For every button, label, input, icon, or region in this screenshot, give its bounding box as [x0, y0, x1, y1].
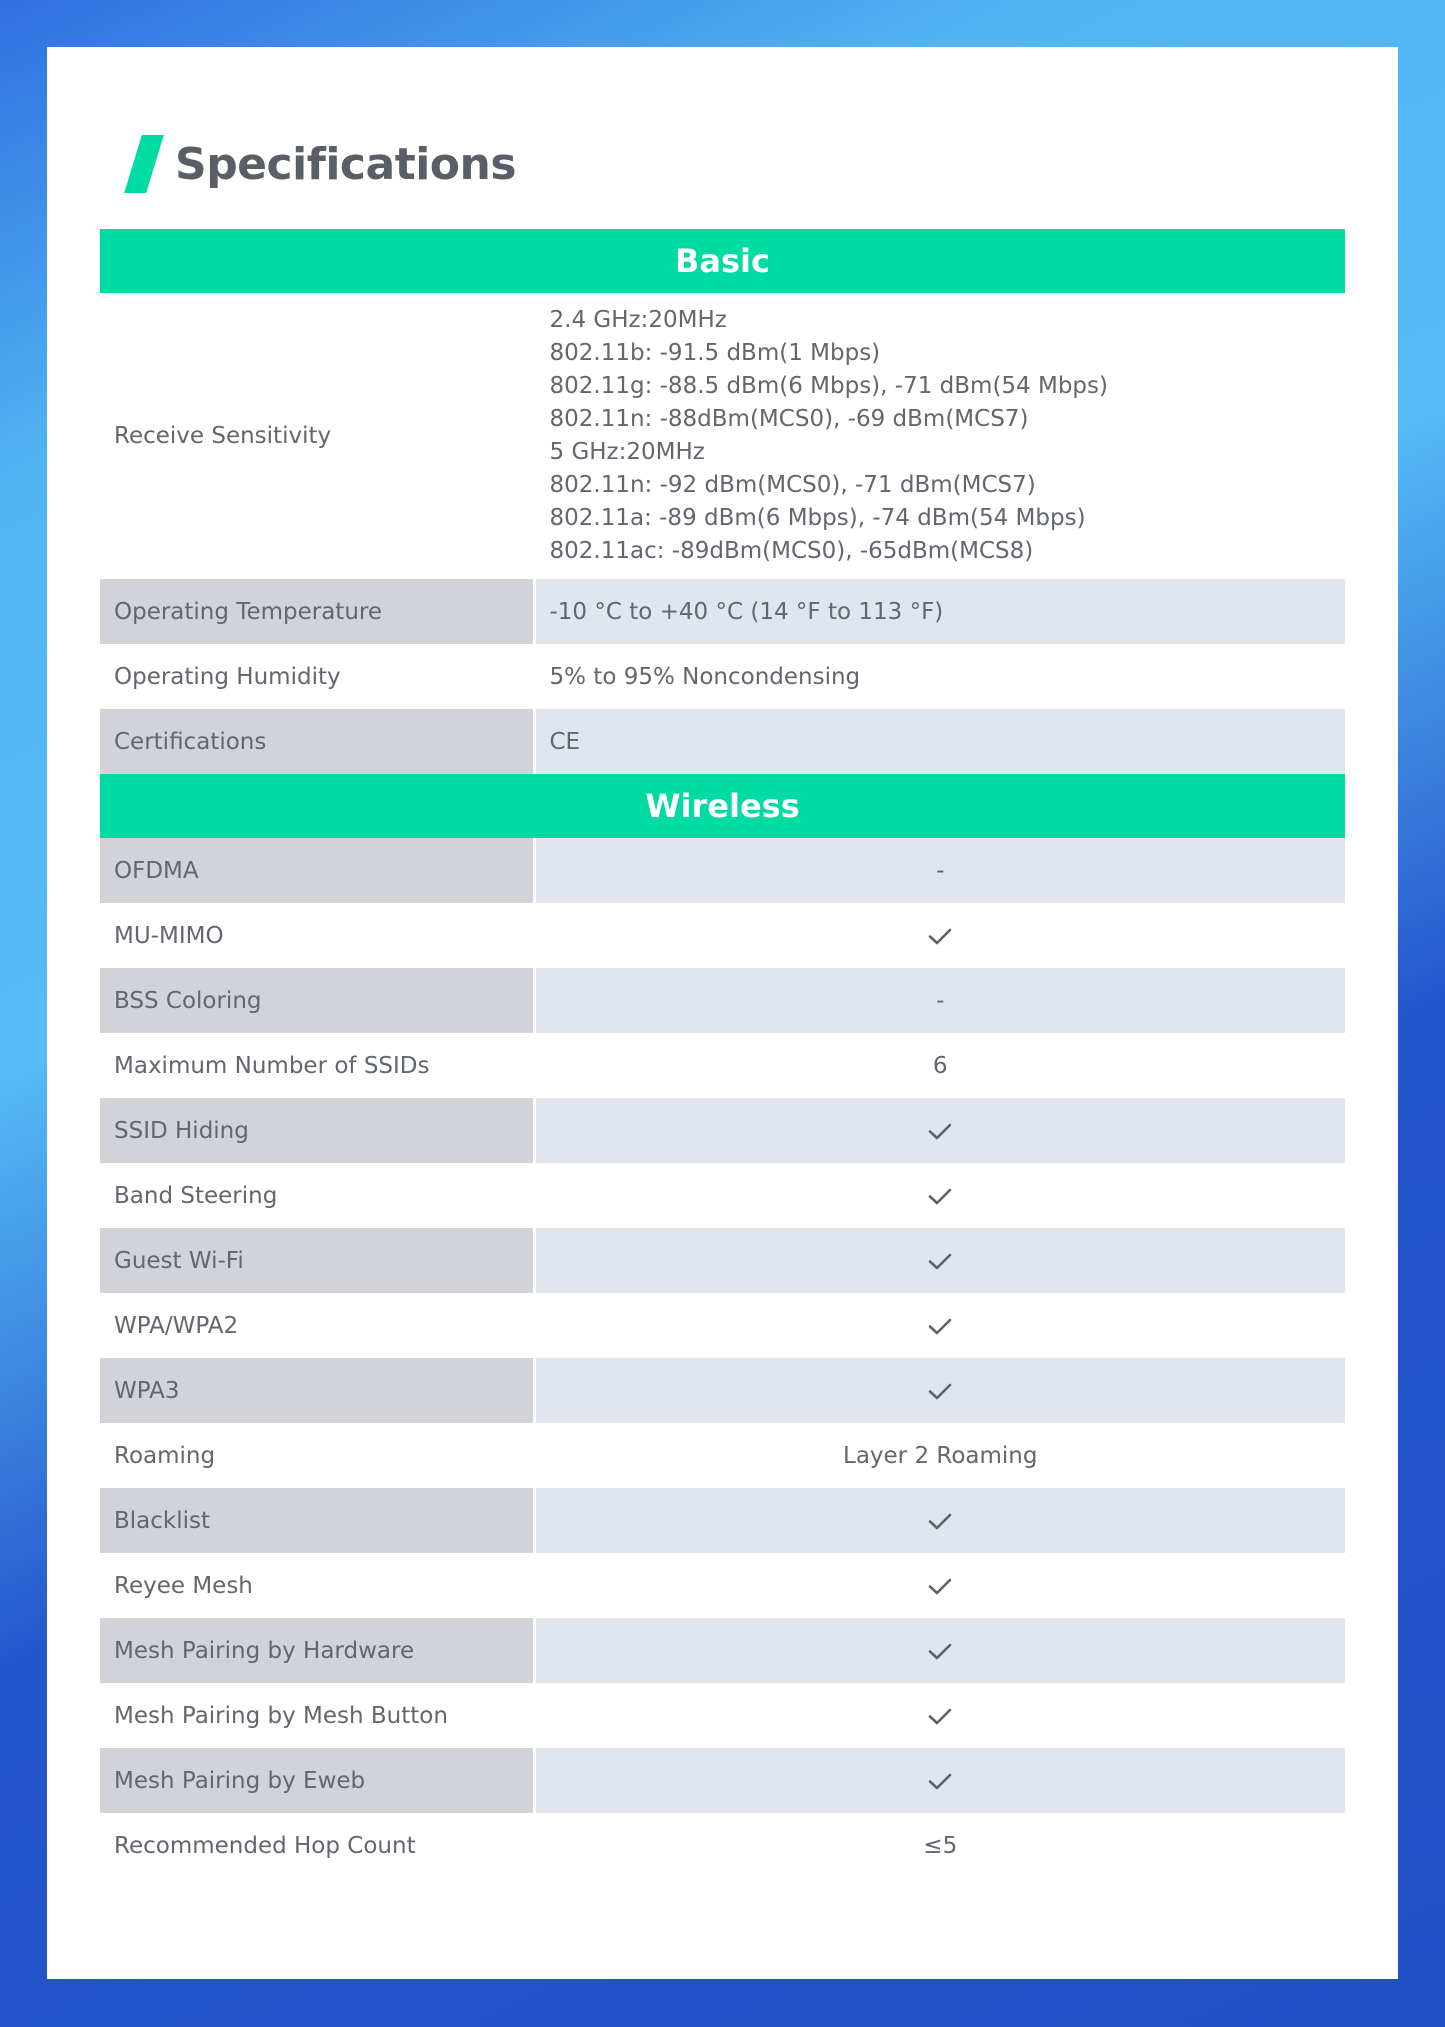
table-row	[100, 903, 1345, 968]
spec-value	[534, 903, 1345, 968]
spec-label: Operating Temperature	[100, 579, 534, 644]
spec-label: Operating Humidity	[100, 644, 534, 709]
table-row	[100, 1228, 1345, 1293]
table-row	[100, 968, 1345, 1033]
sensitivity-line: 802.11ac: -89dBm(MCS0), -65dBm(MCS8)	[549, 538, 1034, 564]
spec-label: Guest Wi-Fi	[100, 1228, 534, 1293]
table-row	[100, 709, 1345, 774]
sensitivity-line: 802.11g: -88.5 dBm(6 Mbps), -71 dBm(54 Mbps)	[549, 373, 1108, 399]
spec-value	[534, 1488, 1345, 1553]
spec-value	[534, 1163, 1345, 1228]
checkmark-icon	[927, 1248, 953, 1274]
spec-label: Mesh Pairing by Mesh Button	[100, 1683, 534, 1748]
checkmark-icon	[927, 1638, 953, 1664]
spec-value: ≤5	[923, 1832, 958, 1859]
spec-value: CE	[534, 709, 1345, 774]
checkmark-icon	[927, 1378, 953, 1404]
table-row	[100, 1033, 1345, 1098]
page-title: Specifications	[175, 138, 517, 190]
spec-label: Receive Sensitivity	[100, 293, 534, 579]
spec-value: -	[534, 838, 1345, 903]
table-row	[100, 838, 1345, 903]
table-row	[100, 1683, 1345, 1748]
spec-value	[534, 1683, 1345, 1748]
spec-value	[534, 1098, 1345, 1163]
spec-label: BSS Coloring	[100, 968, 534, 1033]
specifications-table	[100, 229, 1345, 1878]
spec-label: OFDMA	[100, 838, 534, 903]
table-row	[100, 293, 1345, 579]
spec-value	[534, 293, 1345, 579]
spec-value	[534, 1358, 1345, 1423]
spec-label: Certifications	[100, 709, 534, 774]
spec-sheet-page	[47, 47, 1398, 1979]
table-row	[100, 1293, 1345, 1358]
spec-value	[534, 1293, 1345, 1358]
spec-value: 6	[932, 1052, 948, 1079]
spec-label: Mesh Pairing by Hardware	[100, 1618, 534, 1683]
sensitivity-line: 802.11a: -89 dBm(6 Mbps), -74 dBm(54 Mbps)	[549, 505, 1086, 531]
table-row	[100, 579, 1345, 644]
sensitivity-line: 802.11n: -92 dBm(MCS0), -71 dBm(MCS7)	[549, 472, 1036, 498]
checkmark-icon	[927, 1313, 953, 1339]
checkmark-icon	[927, 1508, 953, 1534]
table-row	[100, 1098, 1345, 1163]
table-row	[100, 1423, 1345, 1488]
spec-label: Reyee Mesh	[100, 1553, 534, 1618]
page-header	[121, 129, 516, 199]
checkmark-icon	[927, 1118, 953, 1144]
section-heading: Wireless	[100, 774, 1345, 838]
spec-value: 5% to 95% Noncondensing	[549, 663, 861, 690]
table-row	[100, 1553, 1345, 1618]
spec-label: Mesh Pairing by Eweb	[100, 1748, 534, 1813]
spec-label: MU-MIMO	[100, 903, 534, 968]
table-row	[100, 1163, 1345, 1228]
section-header-basic	[100, 229, 1345, 293]
receive-sensitivity-lines	[550, 304, 1332, 568]
accent-slash-icon	[124, 135, 164, 193]
spec-label: SSID Hiding	[100, 1098, 534, 1163]
sensitivity-line: 5 GHz:20MHz	[549, 439, 705, 465]
section-header-wireless	[100, 774, 1345, 838]
spec-value: -10 °C to +40 °C (14 °F to 113 °F)	[534, 579, 1345, 644]
spec-label: Recommended Hop Count	[100, 1813, 534, 1878]
spec-label: Maximum Number of SSIDs	[100, 1033, 534, 1098]
checkmark-icon	[927, 1768, 953, 1794]
spec-value: Layer 2 Roaming	[843, 1442, 1038, 1469]
spec-label: Blacklist	[100, 1488, 534, 1553]
table-row	[100, 1488, 1345, 1553]
checkmark-icon	[927, 1573, 953, 1599]
spec-value: -	[534, 968, 1345, 1033]
table-row	[100, 1813, 1345, 1878]
spec-value	[534, 1748, 1345, 1813]
sensitivity-line: 802.11n: -88dBm(MCS0), -69 dBm(MCS7)	[549, 406, 1029, 432]
sensitivity-line: 2.4 GHz:20MHz	[549, 307, 727, 333]
spec-value	[534, 1553, 1345, 1618]
table-row	[100, 1358, 1345, 1423]
table-row	[100, 1748, 1345, 1813]
section-heading: Basic	[100, 229, 1345, 293]
spec-value	[534, 1228, 1345, 1293]
spec-label: WPA3	[100, 1358, 534, 1423]
table-row	[100, 1618, 1345, 1683]
spec-label: Roaming	[100, 1423, 534, 1488]
checkmark-icon	[927, 1183, 953, 1209]
spec-label: Band Steering	[100, 1163, 534, 1228]
checkmark-icon	[927, 923, 953, 949]
spec-value	[534, 1618, 1345, 1683]
table-row	[100, 644, 1345, 709]
checkmark-icon	[927, 1703, 953, 1729]
sensitivity-line: 802.11b: -91.5 dBm(1 Mbps)	[549, 340, 881, 366]
spec-label: WPA/WPA2	[100, 1293, 534, 1358]
